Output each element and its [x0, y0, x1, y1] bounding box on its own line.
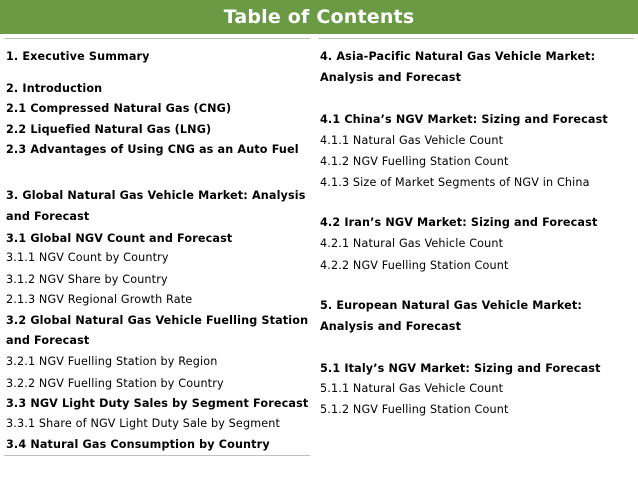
toc-entry: and Forecast: [6, 210, 90, 223]
toc-entry: 3.3 NGV Light Duty Sales by Segment Forecast: [6, 397, 309, 410]
toc-entry: 4.2.2 NGV Fuelling Station Count: [320, 259, 509, 272]
toc-entry: Analysis and Forecast: [320, 320, 462, 333]
toc-entry: 3.1.1 NGV Count by Country: [6, 251, 169, 264]
toc-entry: 4.2 Iran’s NGV Market: Sizing and Forecast: [320, 216, 598, 229]
toc-entry: 3.2.2 NGV Fuelling Station by Country: [6, 377, 224, 390]
toc-entry: 4.1.2 NGV Fuelling Station Count: [320, 155, 509, 168]
toc-entry: 3. Global Natural Gas Vehicle Market: Analysis: [6, 189, 306, 202]
toc-entry: 2.2 Liquefied Natural Gas (LNG): [6, 123, 212, 136]
toc-entry: 4.1.3 Size of Market Segments of NGV in China: [320, 176, 590, 189]
toc-entry: 3.3.1 Share of NGV Light Duty Sale by Segment: [6, 417, 281, 430]
toc-entry: 5.1.1 Natural Gas Vehicle Count: [320, 382, 504, 395]
toc-entry: 3.1 Global NGV Count and Forecast: [6, 232, 233, 245]
toc-entry: 5. European Natural Gas Vehicle Market:: [320, 299, 583, 312]
toc-entry: 5.1 Italy’s NGV Market: Sizing and Forecast: [320, 362, 601, 375]
toc-title: Table of Contents: [223, 6, 415, 28]
toc-entry: 2.3 Advantages of Using CNG as an Auto Fuel: [6, 143, 299, 156]
toc-entry: and Forecast: [6, 334, 90, 347]
left-top-divider: [4, 38, 310, 39]
toc-entry: 3.2.1 NGV Fuelling Station by Region: [6, 355, 218, 368]
toc-entry: 4.1.1 Natural Gas Vehicle Count: [320, 134, 504, 147]
toc-entry: 2.1 Compressed Natural Gas (CNG): [6, 102, 232, 115]
toc-entry: 3.4 Natural Gas Consumption by Country: [6, 438, 270, 451]
toc-entry: 4.1 China’s NGV Market: Sizing and Forecast: [320, 113, 608, 126]
toc-entry: 4.2.1 Natural Gas Vehicle Count: [320, 237, 504, 250]
left-bottom-divider: [4, 455, 310, 456]
toc-entry: 1. Executive Summary: [6, 50, 150, 63]
toc-entry: Analysis and Forecast: [320, 71, 462, 84]
toc-entry: 3.2 Global Natural Gas Vehicle Fuelling Station: [6, 314, 309, 327]
toc-entry: 4. Asia-Pacific Natural Gas Vehicle Market:: [320, 50, 596, 63]
toc-header: [0, 0, 638, 34]
toc-entry: 3.1.2 NGV Share by Country: [6, 273, 168, 286]
toc-entry: 2.1.3 NGV Regional Growth Rate: [6, 293, 193, 306]
toc-entry: 5.1.2 NGV Fuelling Station Count: [320, 403, 509, 416]
right-top-divider: [318, 38, 634, 39]
toc-entry: 2. Introduction: [6, 82, 103, 95]
